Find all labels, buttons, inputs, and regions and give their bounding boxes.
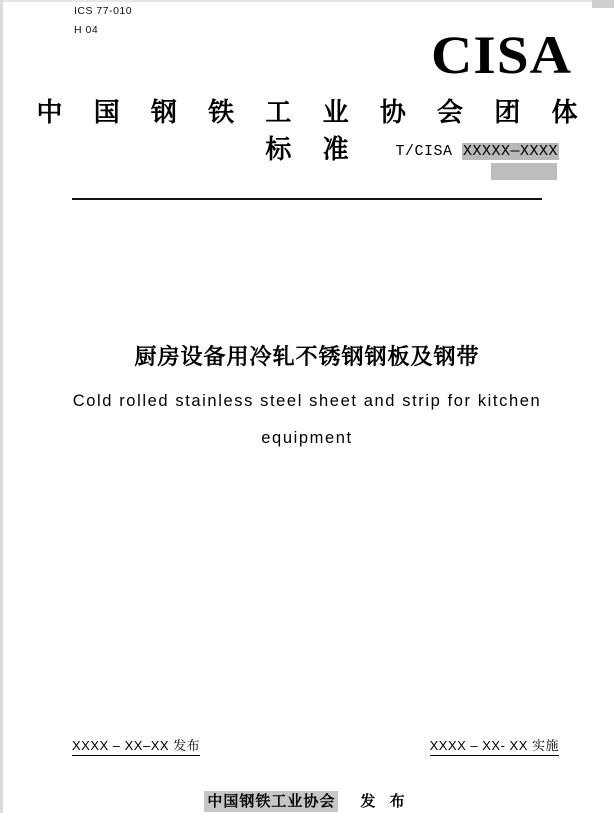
ics-classification-block <box>74 2 132 40</box>
header-divider-rule <box>72 198 542 200</box>
scan-corner-right <box>592 0 614 8</box>
cisa-logo: CISA <box>430 25 572 85</box>
standard-number: XXXXX—XXXX <box>462 143 558 160</box>
standard-number-shadow-block <box>491 163 557 180</box>
standard-prefix: T/CISA <box>395 143 453 160</box>
dates-row <box>72 735 559 756</box>
issue-label: 发 布 <box>360 793 410 810</box>
ics-code: ICS 77-010 <box>74 5 133 17</box>
issuer-row <box>0 790 614 811</box>
issuer-name: 中国钢铁工业协会 <box>204 791 338 812</box>
document-title-english: Cold rolled stainless steel sheet and strip for kitchen equipment <box>72 392 542 447</box>
issue-date: XXXX – XX–XX 发布 <box>72 735 200 756</box>
implementation-date: XXXX – XX- XX 实施 <box>430 735 559 756</box>
document-title-chinese: 厨房设备用冷轧不锈钢钢板及钢带 <box>134 344 480 369</box>
classification-code: H 04 <box>74 24 99 36</box>
standard-number-row <box>395 143 559 160</box>
association-standard-title: 中 国 钢 铁 工 业 协 会 团 体 标 准 <box>36 97 590 164</box>
